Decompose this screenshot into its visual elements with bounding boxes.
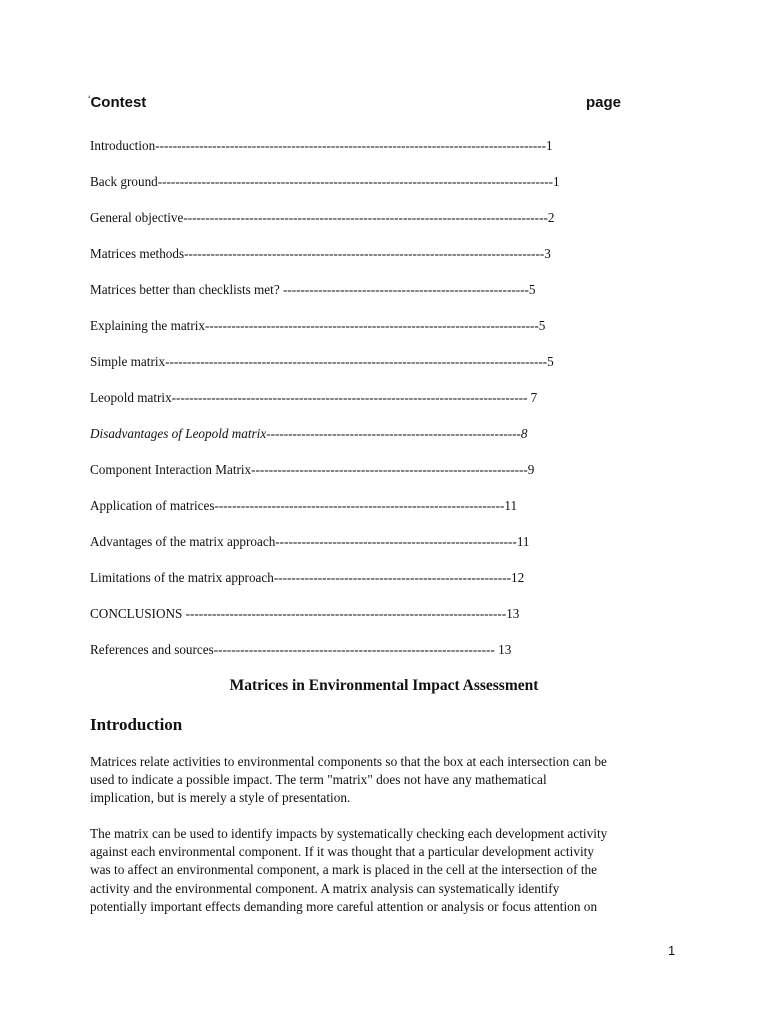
toc-entry-application: Application of matrices------------------------------------------------------------------11: [90, 498, 518, 513]
paragraph-line: The matrix can be used to identify impacts by systematically checking each development activity: [90, 826, 608, 841]
toc-entry-component-interaction: Component Interaction Matrix---------------------------------------------------------------9: [90, 462, 535, 477]
paragraph-line: against each environmental component. If it was thought that a particular development activity: [90, 844, 595, 860]
document-title: Matrices in Environmental Impact Assessment: [229, 677, 539, 694]
toc-heading-page: page: [586, 94, 622, 111]
toc-entry-advantages: Advantages of the matrix approach-------------------------------------------------------11: [90, 534, 530, 549]
toc-entry-conclusions: CONCLUSIONS -------------------------------------------------------------------------13: [90, 606, 520, 621]
paragraph-line: implication, but is merely a style of presentation.: [90, 790, 351, 806]
toc-entry-matrices-methods: Matrices methods----------------------------------------------------------------------------------3: [90, 246, 551, 261]
toc-entry-simple-matrix: Simple matrix---------------------------------------------------------------------------------------5: [90, 354, 554, 369]
paragraph-intro-2: [90, 825, 710, 916]
toc-heading-contents-label: Contest: [90, 94, 147, 111]
page-number: 1: [668, 943, 676, 958]
paragraph-line: was to affect an environmental component, a mark is placed in the cell at the intersection of the: [90, 862, 598, 878]
paragraph-line: used to indicate a possible impact. The term "matrix" does not have any mathematical: [90, 772, 547, 788]
section-heading-introduction: Introduction: [90, 715, 183, 734]
table-of-contents: [90, 137, 630, 677]
toc-entry-references: References and sources---------------------------------------------------------------- 13: [90, 642, 512, 657]
toc-heading-tick: ‘: [88, 94, 91, 106]
toc-entry-matrices-vs-checklists: Matrices better than checklists met? --------------------------------------------------------5: [90, 282, 536, 297]
paragraph-line: activity and the environmental component. A matrix analysis can systematically identify: [90, 880, 560, 896]
toc-entry-general-objective: General objective-----------------------------------------------------------------------------------2: [90, 210, 555, 225]
toc-entry-limitations: Limitations of the matrix approach------------------------------------------------------12: [90, 570, 525, 585]
paragraph-line: Matrices relate activities to environmental components so that the box at each intersection can be: [90, 754, 607, 769]
paragraph-line: potentially important effects demanding more careful attention or analysis or focus attention on: [90, 898, 598, 914]
toc-heading-contents: [88, 94, 146, 111]
toc-entry-background: Back ground------------------------------------------------------------------------------------------1: [90, 174, 560, 189]
toc-entry-leopold-matrix: Leopold matrix--------------------------------------------------------------------------------- 7: [90, 390, 538, 405]
toc-entry-explaining-matrix: Explaining the matrix----------------------------------------------------------------------------5: [90, 318, 546, 333]
paragraph-intro-1: [90, 753, 710, 808]
toc-entry-disadvantages-leopold: Disadvantages of Leopold matrix----------------------------------------------------------8: [90, 426, 528, 441]
toc-entry-introduction: Introduction-----------------------------------------------------------------------------------------1: [90, 138, 553, 153]
